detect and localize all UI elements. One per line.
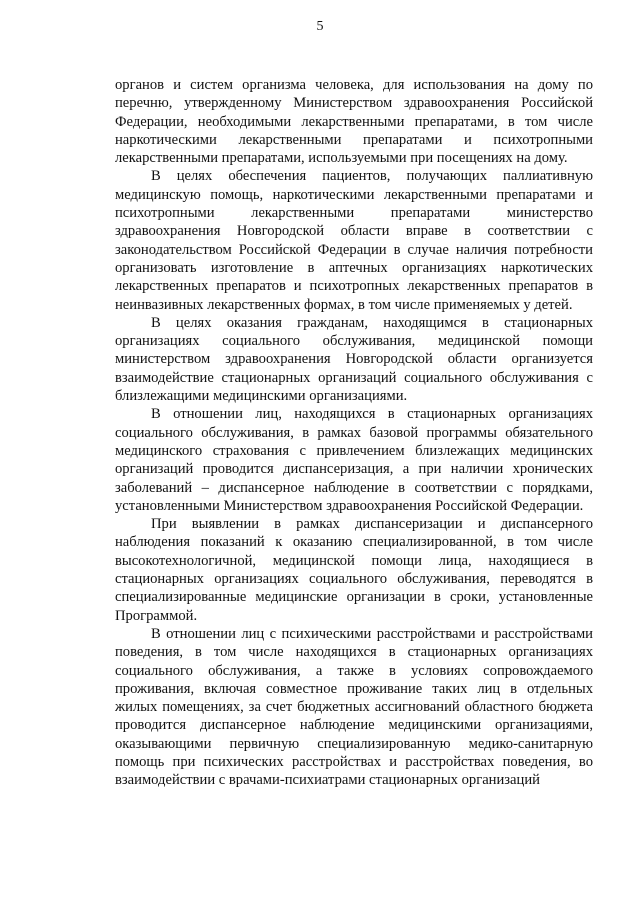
document-body — [115, 76, 593, 790]
paragraph-specialized-care-transfer: При выявлении в рамках диспансеризации и диспансерного наблюдения показаний к оказанию специализированной, в том числе высокотехнологичной, медицинской помощи лица, находящиеся в стационарных организациях социального обслуживания, переводятся в специализированные медицинские организации в сроки, установленные Программой. — [115, 516, 593, 624]
paragraph-continuation: органов и систем организма человека, для использования на дому по перечню, утвержденному Министерством здравоохранения Российской Федерации, необходимыми лекарственными препаратами, в том числе наркотическими лекарственными препаратами и психотропными лекарственными препаратами, используемыми при посещениях на дому. — [115, 77, 593, 167]
paragraph-dispensarization: В отношении лиц, находящихся в стационарных организациях социального обслуживания, в рамках базовой программы обязательного медицинского страхования с привлечением близлежащих медицинских организаций проводится диспансеризация, а при наличии хронических заболеваний – диспансерное наблюдение в соответствии с порядками, установленными Министерством здравоохранения Российской Федерации. — [115, 406, 593, 514]
paragraph-narcotic-drugs-manufacturing: В целях обеспечения пациентов, получающих паллиативную медицинскую помощь, наркотическими лекарственными препаратами и психотропными лекарственными препаратами министерство здравоохранения Новгородской области вправе в соответствии с законодательством Российской Федерации в случае наличия потребности организовать изготовление в аптечных организациях наркотических лекарственных препаратов и психотропных лекарственных препаратов в неинвазивных лекарственных формах, в том числе применяемых у детей. — [115, 168, 593, 313]
page-number: 5 — [316, 19, 324, 34]
paragraph-mental-disorders: В отношении лиц с психическими расстройствами и расстройствами поведения, в том числе находящихся в стационарных организациях социального обслуживания, а также в условиях сопровождаемого проживания, включая совместное проживание таких лиц в отдельных жилых помещениях, за счет бюджетных ассигнований областного бюджета проводится диспансерное наблюдение медицинскими организациями, оказывающими первичную специализированную медико-санитарную помощь при психических расстройствах и расстройствах поведения, во взаимодействии с врачами-психиатрами стационарных организаций — [115, 625, 593, 789]
paragraph-social-organizations-interaction: В целях оказания гражданам, находящимся в стационарных организациях социального обслуживания, медицинской помощи министерством здравоохранения Новгородской области организуется взаимодействие стационарных организаций социального обслуживания с близлежащими медицинскими организациями. — [115, 314, 593, 405]
